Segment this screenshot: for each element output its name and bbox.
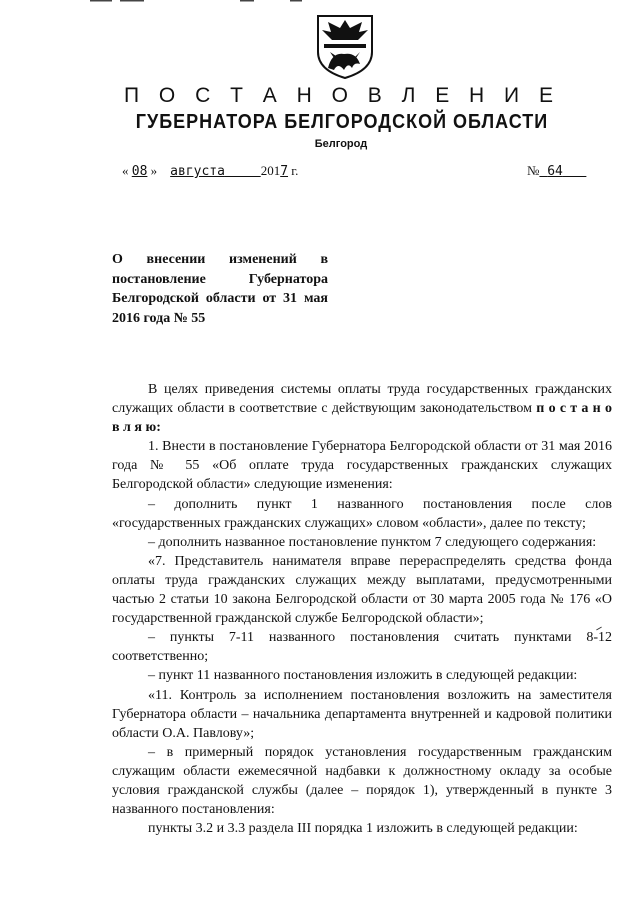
scan-top-marks (90, 0, 310, 3)
document-type-title: П О С Т А Н О В Л Е Н И Е (123, 84, 560, 107)
paragraph-amendment-2: – дополнить названное постановление пунктом 7 следующего содержания: (148, 534, 597, 550)
preamble-paragraph (112, 380, 612, 437)
paragraph-renumbering: – пункты 7-11 названного постановления считать пунктами 8-12 соответственно; (112, 630, 612, 665)
preamble-text: В целях приведения системы оплаты труда государственных гражданских служащих области в соответствие с действующим законодательством (112, 382, 612, 417)
number-value: 64 (547, 164, 563, 179)
document-subject: О внесении изменений в постановление Губернатора Белгородской области от 31 мая 2016 года № 55 (112, 252, 328, 326)
paragraph-amendment-3: – пункт 11 названного постановления изложить в следующей редакции: (148, 668, 578, 684)
date-year-suffix: 7 (280, 164, 289, 179)
document-body (112, 380, 612, 838)
number-label: № (527, 163, 540, 178)
date-year-unit: г. (291, 163, 299, 178)
document-number (527, 163, 586, 179)
paragraph-amendment-1: – дополнить пункт 1 названного постановления после слов «государственных гражданских служащих» словом «области», далее по тексту; (112, 496, 612, 531)
belgorod-coat-of-arms-icon (314, 12, 376, 80)
date-day: 08 (131, 164, 148, 179)
date-year-prefix: 201 (260, 163, 281, 178)
date-month: августа (170, 164, 225, 179)
paragraph-item-1: 1. Внести в постановление Губернатора Белгородской области от 31 мая 2016 года № 55 «Об оплате труда государственных гражданских служащих Белгородской области» следующие изменения: (112, 439, 612, 493)
paragraph-new-clause-7: «7. Представитель нанимателя вправе перераспределять средства фонда оплаты труда гражданских служащих между выплатами, предусмотренными частью 2 статьи 10 закона Белгородской области от 30 марта 2005 года № 176 «О государственной гражданской службе Белгородской области»; (112, 553, 612, 627)
date-open-quote: « (122, 163, 129, 178)
resolution-keyword: п о с т а н о в л я ю: (112, 401, 612, 436)
issuing-authority: ГУБЕРНАТОРА БЕЛГОРОДСКОЙ ОБЛАСТИ (135, 109, 549, 133)
date-close-quote: » (150, 163, 158, 178)
paragraph-amendment-4: – в примерный порядок установления государственным гражданским служащим области ежемесячной надбавки к должностному окладу за особые условия гражданской службы (далее – порядок 1), утвержденный в пункте 3 названного постановления: (112, 744, 612, 818)
document-date (122, 163, 298, 179)
city-name: Белгород (314, 138, 368, 150)
paragraph-new-clause-11: «11. Контроль за исполнением постановления возложить на заместителя Губернатора области – начальника департамента внутренней и кадровой политики области О.А. Павлову»; (112, 687, 612, 741)
paragraph-amendment-5: пункты 3.2 и 3.3 раздела III порядка 1 изложить в следующей редакции: (148, 821, 578, 837)
